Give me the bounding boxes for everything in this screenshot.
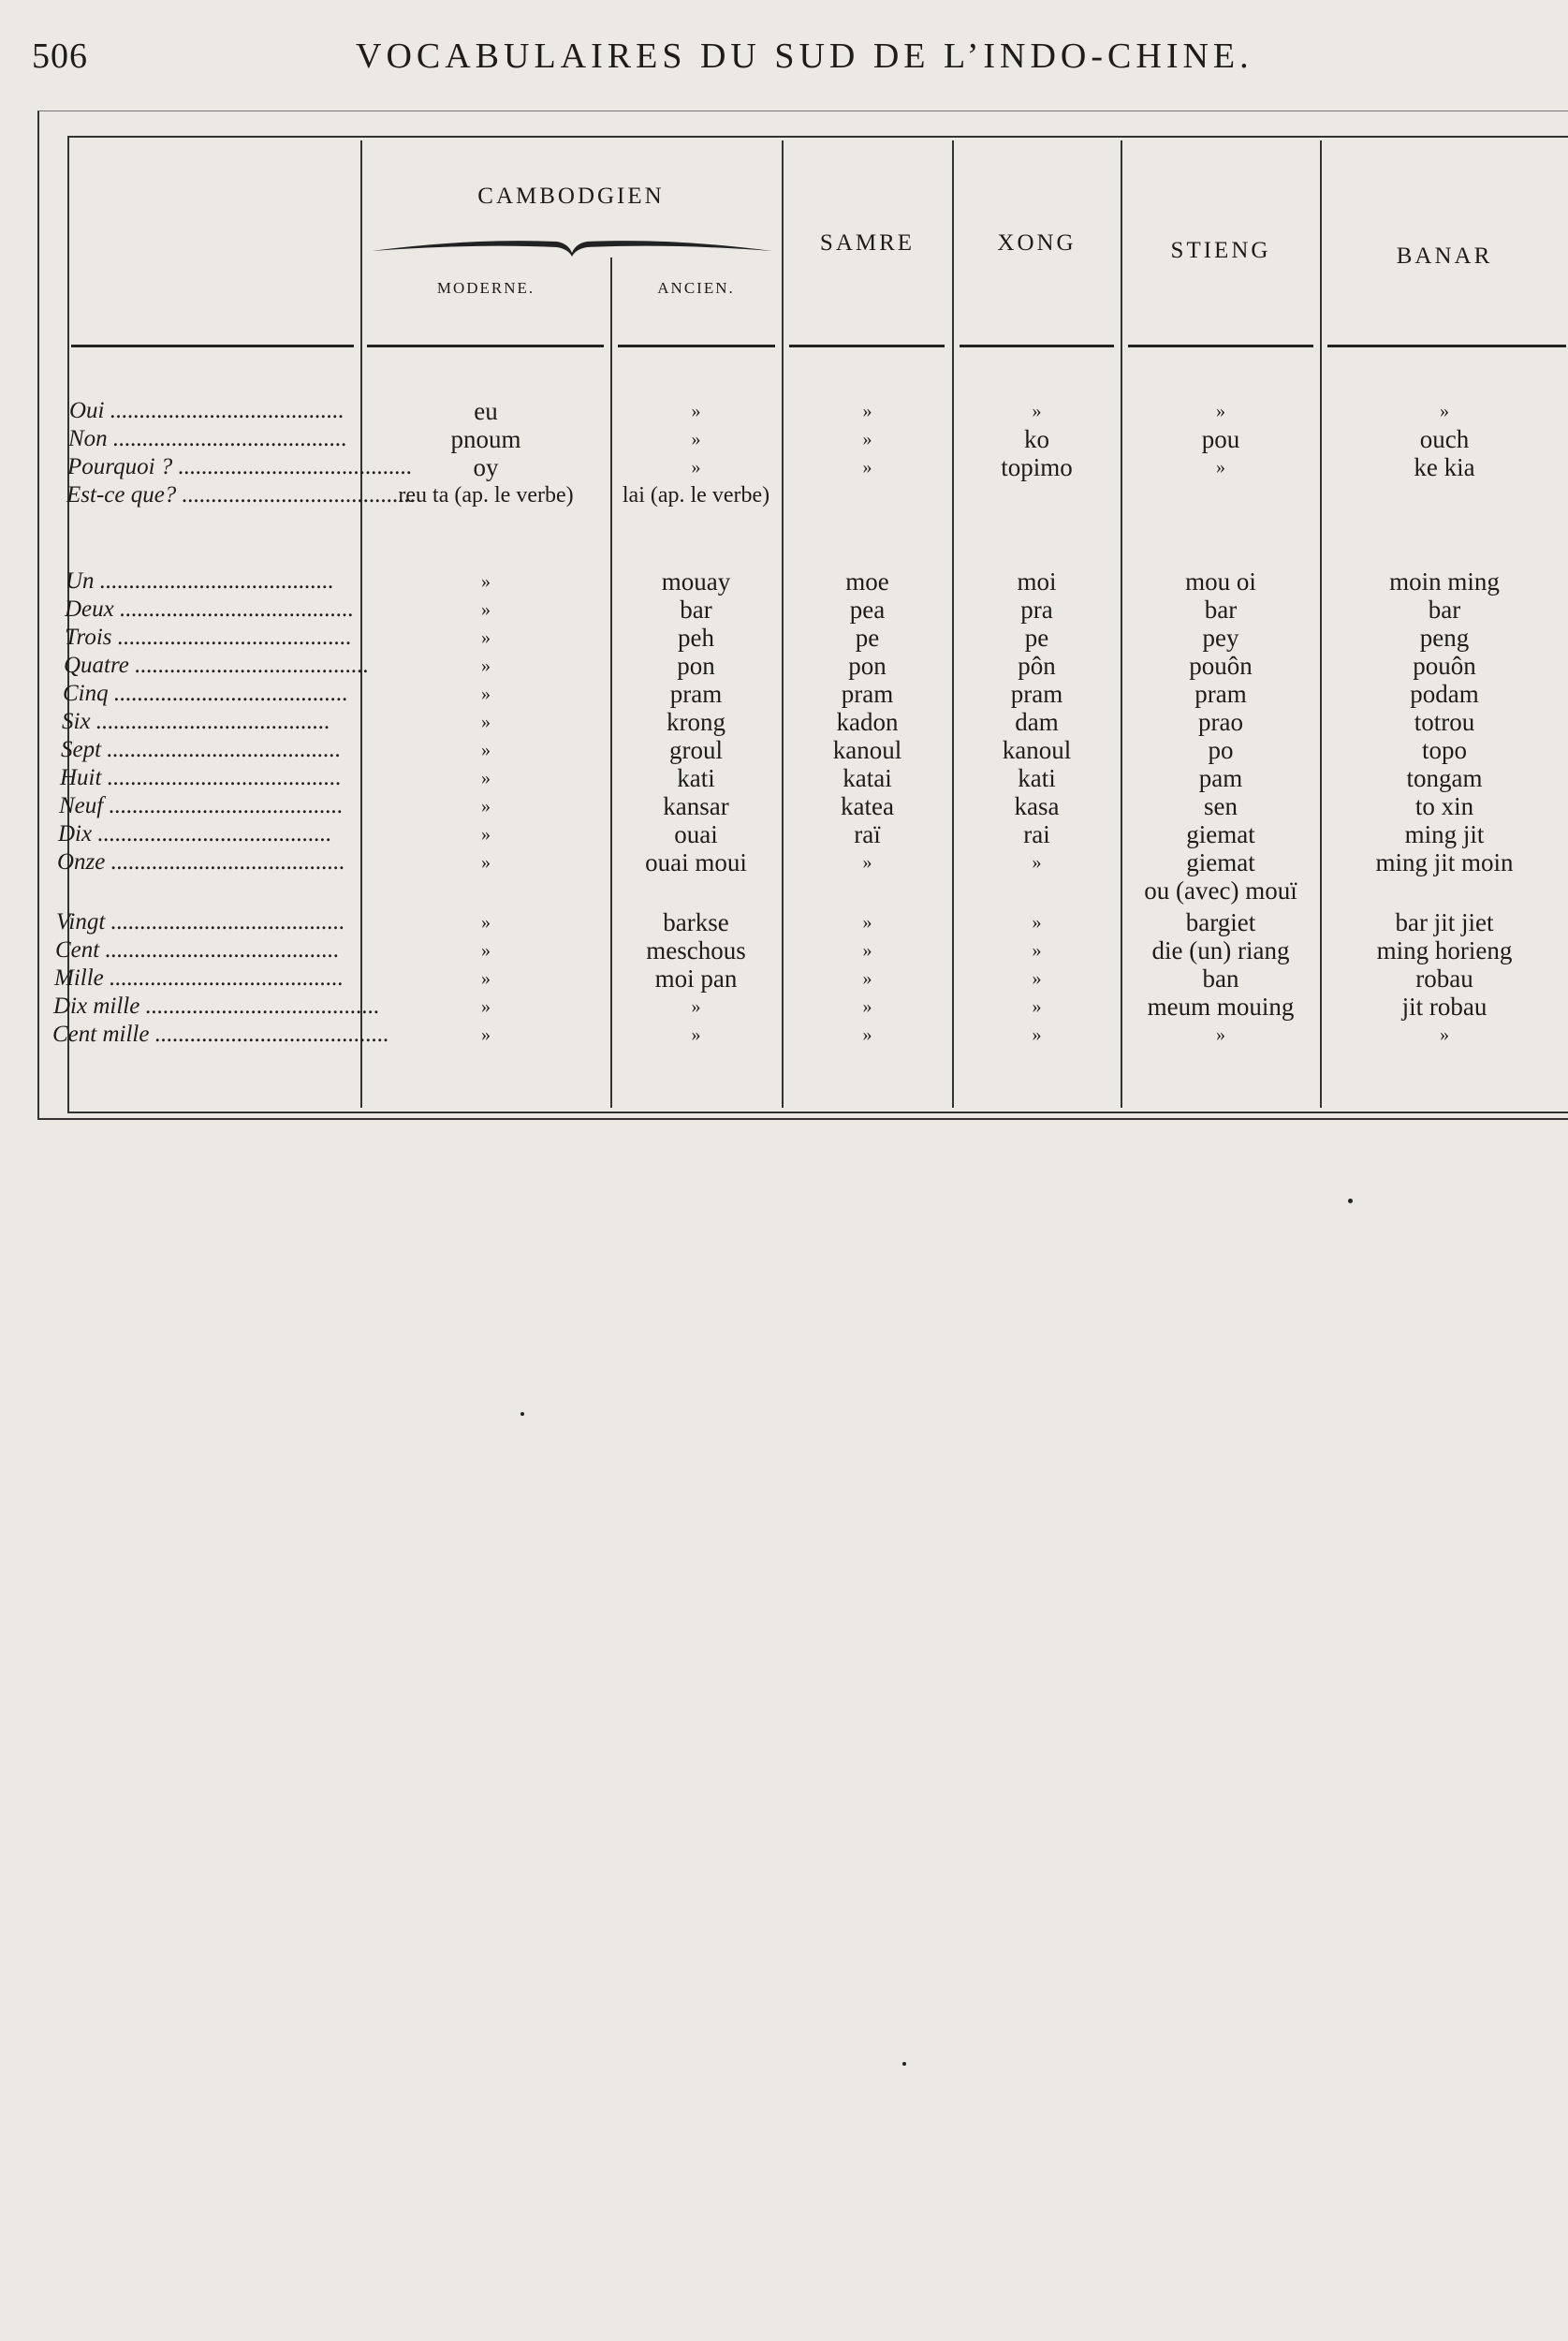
cell-moderne: » [481,1024,491,1045]
cell-banar: ming horieng [1376,936,1513,964]
column-divider [1320,140,1322,1108]
row-label-sept: Sept ........................................ [61,737,342,762]
cell-moderne: » [481,796,491,817]
cell-moderne: » [481,912,491,933]
cell-banar: to xin [1414,792,1474,820]
cell-ancien: kati [677,764,715,792]
cell-ancien: bar [680,596,712,624]
cell-banar: tongam [1406,764,1483,792]
cell-ancien: » [691,1024,701,1045]
cell-stieng: die (un) riang [1151,936,1290,964]
cell-xong: » [1032,968,1042,989]
cell-samre: pea [849,596,886,624]
cell-samre: » [862,940,872,961]
cell-moderne: » [481,599,491,620]
cell-banar: ming jit moin [1375,848,1514,876]
cell-stieng: pouôn [1189,652,1253,680]
cell-xong: kanoul [1002,736,1072,764]
cell-ancien: » [691,401,701,421]
cell-moderne: » [481,996,491,1017]
cell-xong: kasa [1014,792,1060,820]
cell-banar: » [1440,401,1449,421]
header-samre: SAMRE [819,230,916,256]
cell-moderne: » [481,768,491,788]
cell-moderne: » [481,655,491,676]
cell-samre: pon [848,652,887,680]
cell-samre: » [862,457,872,478]
cell-xong: ko [1024,425,1049,453]
header-cambodgien: CAMBODGIEN [477,184,665,209]
cell-xong: moi [1017,567,1057,596]
cell-banar: podam [1410,680,1479,708]
cell-moderne: oy [473,453,499,481]
row-label-est-ce-que: Est-ce que? ........................................ [66,482,417,508]
cell-stieng: meum mouing [1147,993,1295,1021]
cell-xong: pram [1010,680,1063,708]
row-label-onze: Onze ........................................ [57,849,345,875]
cell-moderne: eu [474,397,498,425]
cell-xong: » [1032,940,1042,961]
cell-ancien: ouai [674,820,718,848]
cell-stieng: prao [1198,708,1243,736]
cell-samre: » [862,429,872,449]
cell-moderne: » [481,940,491,961]
cell-stieng: mou oi [1185,567,1256,596]
header-ancien: ANCIEN. [657,279,735,297]
cell-stieng: ban [1202,964,1239,993]
cell-moderne: pnoum [450,425,521,453]
cell-banar: totrou [1414,708,1475,736]
row-label-un: Un ........................................ [66,568,334,594]
column-divider [782,140,784,1108]
cell-stieng: » [1216,1024,1225,1045]
cell-stieng: pram [1194,680,1247,708]
cell-ancien: mouay [661,567,731,596]
row-label-six: Six ........................................ [62,709,330,734]
cell-stieng: bar [1204,596,1238,624]
cell-xong: » [1032,401,1042,421]
row-label-cinq: Cinq ........................................ [63,681,348,706]
cell-stieng: pey [1202,624,1239,652]
cell-moderne: » [481,684,491,704]
cell-stieng: » [1216,457,1225,478]
cell-ancien: pram [669,680,723,708]
cell-samre: » [862,968,872,989]
cell-moderne: » [481,824,491,845]
cell-xong: pra [1020,596,1053,624]
row-label-vingt: Vingt ........................................ [56,909,345,935]
cell-samre: pram [841,680,894,708]
column-divider [610,258,612,1108]
row-label-deux: Deux ........................................ [65,596,354,622]
cell-samre: » [862,912,872,933]
cell-samre: katea [841,792,894,820]
cell-samre: pe [855,624,880,652]
cell-stieng: po [1208,736,1234,764]
header-rule [618,345,775,347]
cell-samre: » [862,401,872,421]
row-label-trois: Trois ........................................ [65,625,352,650]
cell-xong: » [1032,852,1042,873]
cell-banar: robau [1415,964,1473,993]
cell-samre: kadon [836,708,899,736]
cell-banar: bar jit jiet [1395,908,1494,936]
cell-xong: kati [1018,764,1056,792]
row-label-cent: Cent ........................................ [55,937,340,963]
cell-samre: kanoul [832,736,902,764]
cell-banar: pouôn [1413,652,1476,680]
cell-samre: » [862,996,872,1017]
cell-moderne: reu ta (ap. le verbe) [398,483,574,508]
cell-moderne: » [481,968,491,989]
row-label-huit: Huit ........................................ [60,765,342,790]
row-label-neuf: Neuf ........................................ [59,793,344,818]
print-speck [520,1412,524,1416]
cell-ancien: » [691,429,701,449]
row-label-mille: Mille ........................................ [54,965,344,991]
header-rule [1327,345,1566,347]
cell-banar: ouch [1419,425,1470,453]
cell-samre: moe [845,567,889,596]
header-banar: BANAR [1396,243,1493,269]
cell-stieng: pou [1201,425,1240,453]
cell-stieng: sen [1204,792,1238,820]
row-label-pourquoi: Pourquoi ? ........................................ [67,454,413,479]
cell-moderne: » [481,852,491,873]
cell-banar: » [1440,1024,1449,1045]
cell-xong: » [1032,912,1042,933]
header-xong: XONG [997,230,1077,256]
cell-stieng: pam [1198,764,1243,792]
cell-ancien: barkse [663,908,729,936]
cell-ancien: peh [678,624,714,652]
column-divider [1121,140,1122,1108]
cell-ancien: lai (ap. le verbe) [622,483,770,508]
print-speck [902,2062,906,2066]
row-label-cent-mille: Cent mille ........................................ [52,1022,389,1047]
row-label-dix-mille: Dix mille ........................................ [53,994,380,1019]
cell-moderne: » [481,571,491,592]
cell-ancien: kansar [663,792,729,820]
cell-banar: moin ming [1389,567,1500,596]
cell-stieng: giemat [1186,848,1255,876]
cell-ancien: » [691,457,701,478]
cell-samre: » [862,852,872,873]
header-rule [367,345,604,347]
row-label-non: Non ........................................ [68,426,347,451]
cell-xong: pôn [1018,652,1056,680]
cell-stieng: ou (avec) mouï [1144,876,1297,905]
cell-ancien: » [691,996,701,1017]
header-rule [1128,345,1313,347]
cell-moderne: » [481,740,491,760]
brace-decoration [370,232,774,260]
row-label-oui: Oui ........................................ [69,398,344,423]
cell-banar: bar [1428,596,1461,624]
running-head-title: VOCABULAIRES DU SUD DE L’INDO-CHINE. [356,37,1253,76]
cell-moderne: » [481,627,491,648]
cell-samre: raï [854,820,881,848]
cell-ancien: pon [677,652,715,680]
cell-samre: katai [843,764,892,792]
cell-moderne: » [481,712,491,732]
cell-xong: topimo [1001,453,1073,481]
page-number: 506 [32,37,88,76]
cell-xong: » [1032,1024,1042,1045]
cell-ancien: meschous [646,936,746,964]
column-divider [360,140,362,1108]
cell-banar: ke kia [1414,453,1475,481]
cell-samre: » [862,1024,872,1045]
header-rule [789,345,945,347]
print-speck [1348,1199,1353,1203]
column-divider [952,140,954,1108]
cell-ancien: groul [669,736,723,764]
cell-ancien: ouai moui [645,848,747,876]
cell-ancien: krong [667,708,725,736]
cell-xong: pe [1024,624,1049,652]
cell-xong: » [1032,996,1042,1017]
cell-ancien: moi pan [654,964,738,993]
cell-stieng: bargiet [1185,908,1256,936]
header-stieng: STIENG [1170,238,1271,263]
row-label-dix: Dix ........................................ [58,821,332,847]
cell-banar: jit robau [1401,993,1487,1021]
cell-banar: ming jit [1404,820,1485,848]
header-rule [960,345,1114,347]
cell-xong: rai [1023,820,1050,848]
cell-banar: topo [1421,736,1467,764]
header-rule [71,345,354,347]
cell-stieng: giemat [1186,820,1255,848]
row-label-quatre: Quatre ........................................ [64,653,370,678]
cell-banar: peng [1419,624,1470,652]
header-moderne: MODERNE. [436,279,535,297]
cell-xong: dam [1015,708,1059,736]
cell-stieng: » [1216,401,1225,421]
